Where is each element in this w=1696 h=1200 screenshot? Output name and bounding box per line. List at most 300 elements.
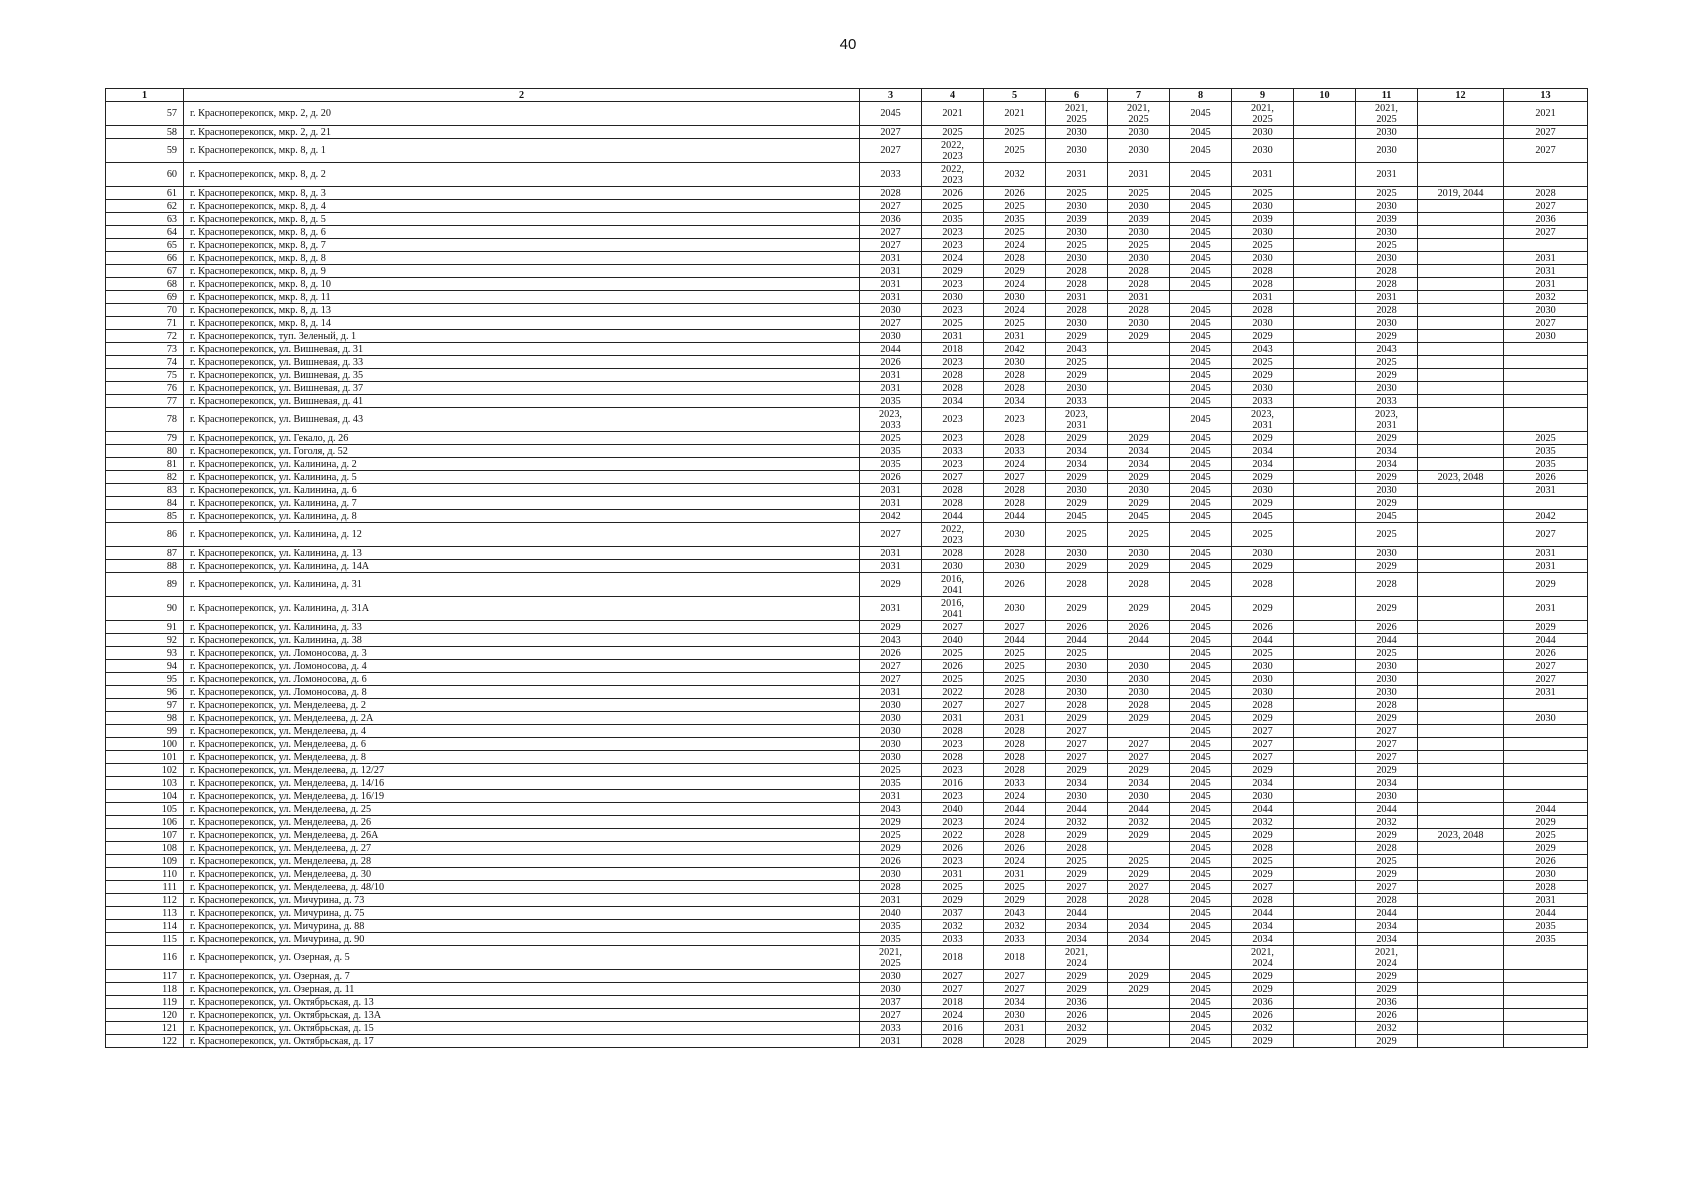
year-cell-col-8: 2045 [1170, 996, 1232, 1009]
year-cell-col-3: 2027 [860, 200, 922, 213]
year-cell-col-4: 2018 [922, 946, 984, 970]
table-row [106, 699, 1588, 712]
year-cell-col-11: 2025 [1356, 855, 1418, 868]
year-cell-col-9: 2030 [1232, 126, 1294, 139]
row-number-cell: 102 [106, 764, 184, 777]
year-cell-col-13: 2026 [1504, 855, 1588, 868]
address-cell: г. Красноперекопск, ул. Калинина, д. 7 [184, 497, 860, 510]
row-number-cell: 99 [106, 725, 184, 738]
year-cell-col-12 [1418, 445, 1504, 458]
year-cell-col-3: 2027 [860, 239, 922, 252]
year-cell-col-11: 2030 [1356, 226, 1418, 239]
year-cell-col-7: 2026 [1108, 621, 1170, 634]
year-cell-col-12 [1418, 523, 1504, 547]
row-number-cell: 111 [106, 881, 184, 894]
table-row [106, 304, 1588, 317]
document-sheet [105, 88, 1588, 1048]
year-cell-col-9: 2044 [1232, 634, 1294, 647]
year-cell-col-5: 2024 [984, 304, 1046, 317]
year-cell-col-9: 2023, 2031 [1232, 408, 1294, 432]
year-cell-col-5: 2033 [984, 933, 1046, 946]
year-cell-col-12 [1418, 777, 1504, 790]
year-cell-col-3: 2031 [860, 560, 922, 573]
year-cell-col-6: 2029 [1046, 330, 1108, 343]
year-cell-col-3: 2042 [860, 510, 922, 523]
year-cell-col-12 [1418, 304, 1504, 317]
year-cell-col-4: 2025 [922, 200, 984, 213]
year-cell-col-13: 2036 [1504, 213, 1588, 226]
year-cell-col-4: 2030 [922, 291, 984, 304]
year-cell-col-13 [1504, 382, 1588, 395]
year-cell-col-4: 2031 [922, 330, 984, 343]
year-cell-col-9: 2034 [1232, 920, 1294, 933]
year-cell-col-5: 2043 [984, 907, 1046, 920]
year-cell-col-12 [1418, 996, 1504, 1009]
year-cell-col-10 [1294, 983, 1356, 996]
year-cell-col-13: 2027 [1504, 673, 1588, 686]
year-cell-col-13: 2031 [1504, 597, 1588, 621]
address-cell: г. Красноперекопск, ул. Калинина, д. 38 [184, 634, 860, 647]
year-cell-col-4: 2022, 2023 [922, 139, 984, 163]
year-cell-col-4: 2034 [922, 395, 984, 408]
year-cell-col-10 [1294, 597, 1356, 621]
row-number-cell: 120 [106, 1009, 184, 1022]
year-cell-col-7 [1108, 1035, 1170, 1048]
year-cell-col-11: 2030 [1356, 686, 1418, 699]
table-row [106, 842, 1588, 855]
year-cell-col-3: 2035 [860, 458, 922, 471]
year-cell-col-9: 2030 [1232, 484, 1294, 497]
year-cell-col-4: 2027 [922, 970, 984, 983]
year-cell-col-9: 2032 [1232, 816, 1294, 829]
year-cell-col-12 [1418, 1009, 1504, 1022]
table-row [106, 126, 1588, 139]
year-cell-col-10 [1294, 738, 1356, 751]
column-header-9: 9 [1232, 89, 1294, 102]
year-cell-col-7: 2030 [1108, 547, 1170, 560]
year-cell-col-10 [1294, 382, 1356, 395]
year-cell-col-12: 2019, 2044 [1418, 187, 1504, 200]
year-cell-col-7 [1108, 408, 1170, 432]
row-number-cell: 74 [106, 356, 184, 369]
year-cell-col-4: 2023 [922, 278, 984, 291]
address-cell: г. Красноперекопск, мкр. 2, д. 20 [184, 102, 860, 126]
year-cell-col-6: 2025 [1046, 647, 1108, 660]
row-number-cell: 83 [106, 484, 184, 497]
year-cell-col-4: 2023 [922, 738, 984, 751]
year-cell-col-7 [1108, 946, 1170, 970]
address-cell: г. Красноперекопск, ул. Менделеева, д. 26 [184, 816, 860, 829]
address-cell: г. Красноперекопск, ул. Менделеева, д. 25 [184, 803, 860, 816]
year-cell-col-13: 2027 [1504, 317, 1588, 330]
year-cell-col-11: 2029 [1356, 497, 1418, 510]
row-number-cell: 65 [106, 239, 184, 252]
year-cell-col-8: 2045 [1170, 304, 1232, 317]
year-cell-col-4: 2022, 2023 [922, 523, 984, 547]
year-cell-col-5: 2024 [984, 278, 1046, 291]
year-cell-col-13 [1504, 790, 1588, 803]
year-cell-col-12 [1418, 686, 1504, 699]
table-row [106, 484, 1588, 497]
table-row [106, 946, 1588, 970]
year-cell-col-10 [1294, 621, 1356, 634]
year-cell-col-4: 2024 [922, 252, 984, 265]
year-cell-col-6: 2029 [1046, 712, 1108, 725]
year-cell-col-12 [1418, 369, 1504, 382]
table-row [106, 996, 1588, 1009]
year-cell-col-8: 2045 [1170, 547, 1232, 560]
year-cell-col-8: 2045 [1170, 445, 1232, 458]
year-cell-col-6: 2026 [1046, 1009, 1108, 1022]
year-cell-col-12 [1418, 432, 1504, 445]
year-cell-col-12: 2023, 2048 [1418, 829, 1504, 842]
year-cell-col-6: 2025 [1046, 239, 1108, 252]
address-cell: г. Красноперекопск, мкр. 8, д. 9 [184, 265, 860, 278]
year-cell-col-3: 2031 [860, 790, 922, 803]
year-cell-col-11: 2027 [1356, 751, 1418, 764]
year-cell-col-5: 2028 [984, 382, 1046, 395]
address-cell: г. Красноперекопск, мкр. 8, д. 2 [184, 163, 860, 187]
year-cell-col-5: 2028 [984, 1035, 1046, 1048]
year-cell-col-12 [1418, 163, 1504, 187]
year-cell-col-7 [1108, 647, 1170, 660]
year-cell-col-10 [1294, 408, 1356, 432]
year-cell-col-8: 2045 [1170, 102, 1232, 126]
year-cell-col-11: 2025 [1356, 239, 1418, 252]
year-cell-col-6: 2032 [1046, 816, 1108, 829]
table-row [106, 634, 1588, 647]
year-cell-col-4: 2025 [922, 881, 984, 894]
year-cell-col-12 [1418, 983, 1504, 996]
year-cell-col-7: 2030 [1108, 317, 1170, 330]
year-cell-col-7: 2030 [1108, 673, 1170, 686]
row-number-cell: 87 [106, 547, 184, 560]
year-cell-col-6: 2030 [1046, 673, 1108, 686]
table-row [106, 330, 1588, 343]
year-cell-col-7: 2034 [1108, 445, 1170, 458]
year-cell-col-13: 2025 [1504, 432, 1588, 445]
year-cell-col-10 [1294, 673, 1356, 686]
year-cell-col-10 [1294, 432, 1356, 445]
year-cell-col-11: 2025 [1356, 187, 1418, 200]
year-cell-col-11: 2044 [1356, 907, 1418, 920]
year-cell-col-9: 2034 [1232, 445, 1294, 458]
year-cell-col-12 [1418, 200, 1504, 213]
year-cell-col-10 [1294, 126, 1356, 139]
row-number-cell: 119 [106, 996, 184, 1009]
table-row [106, 395, 1588, 408]
year-cell-col-12 [1418, 497, 1504, 510]
year-cell-col-11: 2034 [1356, 933, 1418, 946]
year-cell-col-6: 2031 [1046, 163, 1108, 187]
year-cell-col-10 [1294, 1022, 1356, 1035]
year-cell-col-8: 2045 [1170, 213, 1232, 226]
year-cell-col-6: 2036 [1046, 996, 1108, 1009]
year-cell-col-11: 2027 [1356, 881, 1418, 894]
year-cell-col-12 [1418, 712, 1504, 725]
year-cell-col-10 [1294, 471, 1356, 484]
address-cell: г. Красноперекопск, мкр. 8, д. 13 [184, 304, 860, 317]
year-cell-col-6: 2028 [1046, 699, 1108, 712]
year-cell-col-7: 2025 [1108, 239, 1170, 252]
year-cell-col-10 [1294, 523, 1356, 547]
year-cell-col-3: 2031 [860, 291, 922, 304]
year-cell-col-6: 2029 [1046, 829, 1108, 842]
table-row [106, 382, 1588, 395]
year-cell-col-8: 2045 [1170, 712, 1232, 725]
year-cell-col-7 [1108, 382, 1170, 395]
year-cell-col-6: 2021, 2024 [1046, 946, 1108, 970]
year-cell-col-13: 2021 [1504, 102, 1588, 126]
table-row [106, 445, 1588, 458]
year-cell-col-13: 2028 [1504, 187, 1588, 200]
year-cell-col-12 [1418, 881, 1504, 894]
year-cell-col-11: 2029 [1356, 369, 1418, 382]
year-cell-col-12 [1418, 126, 1504, 139]
year-cell-col-8: 2045 [1170, 983, 1232, 996]
year-cell-col-7: 2030 [1108, 126, 1170, 139]
row-number-cell: 94 [106, 660, 184, 673]
year-cell-col-8: 2045 [1170, 484, 1232, 497]
year-cell-col-11: 2030 [1356, 200, 1418, 213]
column-header-5: 5 [984, 89, 1046, 102]
year-cell-col-3: 2030 [860, 699, 922, 712]
year-cell-col-8: 2045 [1170, 855, 1232, 868]
table-row [106, 894, 1588, 907]
year-cell-col-12 [1418, 458, 1504, 471]
year-cell-col-8: 2045 [1170, 317, 1232, 330]
year-cell-col-7 [1108, 369, 1170, 382]
year-cell-col-8: 2045 [1170, 1022, 1232, 1035]
year-cell-col-11: 2030 [1356, 790, 1418, 803]
year-cell-col-5: 2026 [984, 842, 1046, 855]
year-cell-col-9: 2029 [1232, 764, 1294, 777]
year-cell-col-4: 2031 [922, 868, 984, 881]
year-cell-col-7: 2039 [1108, 213, 1170, 226]
year-cell-col-12 [1418, 751, 1504, 764]
address-cell: г. Красноперекопск, мкр. 2, д. 21 [184, 126, 860, 139]
year-cell-col-3: 2028 [860, 881, 922, 894]
year-cell-col-7: 2030 [1108, 484, 1170, 497]
year-cell-col-12 [1418, 408, 1504, 432]
year-cell-col-5: 2028 [984, 252, 1046, 265]
year-cell-col-6: 2027 [1046, 881, 1108, 894]
year-cell-col-13: 2029 [1504, 621, 1588, 634]
year-cell-col-4: 2026 [922, 842, 984, 855]
year-cell-col-4: 2025 [922, 673, 984, 686]
address-cell: г. Красноперекопск, ул. Октябрьская, д. 17 [184, 1035, 860, 1048]
year-cell-col-12 [1418, 1022, 1504, 1035]
table-row [106, 187, 1588, 200]
year-cell-col-12 [1418, 102, 1504, 126]
year-cell-col-8: 2045 [1170, 560, 1232, 573]
year-cell-col-3: 2030 [860, 304, 922, 317]
year-cell-col-10 [1294, 291, 1356, 304]
year-cell-col-10 [1294, 907, 1356, 920]
year-cell-col-4: 2016 [922, 1022, 984, 1035]
address-cell: г. Красноперекопск, ул. Калинина, д. 31А [184, 597, 860, 621]
year-cell-col-4: 2025 [922, 647, 984, 660]
row-number-cell: 107 [106, 829, 184, 842]
year-cell-col-3: 2027 [860, 317, 922, 330]
year-cell-col-11: 2028 [1356, 842, 1418, 855]
year-cell-col-10 [1294, 842, 1356, 855]
year-cell-col-8: 2045 [1170, 395, 1232, 408]
year-cell-col-6: 2030 [1046, 200, 1108, 213]
year-cell-col-7: 2044 [1108, 634, 1170, 647]
year-cell-col-9: 2028 [1232, 894, 1294, 907]
row-number-cell: 84 [106, 497, 184, 510]
row-number-cell: 60 [106, 163, 184, 187]
year-cell-col-5: 2026 [984, 187, 1046, 200]
year-cell-col-9: 2028 [1232, 573, 1294, 597]
year-cell-col-9: 2029 [1232, 597, 1294, 621]
table-row [106, 278, 1588, 291]
year-cell-col-11: 2025 [1356, 523, 1418, 547]
row-number-cell: 93 [106, 647, 184, 660]
table-row [106, 816, 1588, 829]
year-cell-col-9: 2025 [1232, 647, 1294, 660]
row-number-cell: 121 [106, 1022, 184, 1035]
year-cell-col-10 [1294, 458, 1356, 471]
year-cell-col-6: 2030 [1046, 126, 1108, 139]
year-cell-col-8: 2045 [1170, 621, 1232, 634]
row-number-cell: 61 [106, 187, 184, 200]
year-cell-col-6: 2025 [1046, 356, 1108, 369]
year-cell-col-4: 2033 [922, 445, 984, 458]
year-cell-col-11: 2028 [1356, 573, 1418, 597]
year-cell-col-3: 2021, 2025 [860, 946, 922, 970]
table-row [106, 471, 1588, 484]
row-number-cell: 85 [106, 510, 184, 523]
year-cell-col-5: 2028 [984, 738, 1046, 751]
year-cell-col-9: 2029 [1232, 970, 1294, 983]
year-cell-col-9: 2030 [1232, 382, 1294, 395]
year-cell-col-6: 2030 [1046, 382, 1108, 395]
address-cell: г. Красноперекопск, ул. Менделеева, д. 12/27 [184, 764, 860, 777]
year-cell-col-8: 2045 [1170, 894, 1232, 907]
year-cell-col-4: 2023 [922, 764, 984, 777]
year-cell-col-5: 2018 [984, 946, 1046, 970]
year-cell-col-3: 2026 [860, 356, 922, 369]
year-cell-col-5: 2025 [984, 881, 1046, 894]
table-row [106, 252, 1588, 265]
year-cell-col-12 [1418, 946, 1504, 970]
year-cell-col-13 [1504, 395, 1588, 408]
year-cell-col-3: 2025 [860, 764, 922, 777]
year-cell-col-10 [1294, 699, 1356, 712]
table-row [106, 881, 1588, 894]
address-cell: г. Красноперекопск, ул. Вишневая, д. 33 [184, 356, 860, 369]
year-cell-col-9: 2036 [1232, 996, 1294, 1009]
year-cell-col-3: 2030 [860, 751, 922, 764]
year-cell-col-4: 2029 [922, 894, 984, 907]
year-cell-col-10 [1294, 660, 1356, 673]
year-cell-col-13 [1504, 983, 1588, 996]
row-number-cell: 115 [106, 933, 184, 946]
year-cell-col-4: 2016 [922, 777, 984, 790]
year-cell-col-11: 2032 [1356, 816, 1418, 829]
year-cell-col-7: 2030 [1108, 139, 1170, 163]
row-number-cell: 77 [106, 395, 184, 408]
year-cell-col-6: 2045 [1046, 510, 1108, 523]
year-cell-col-8: 2045 [1170, 252, 1232, 265]
year-cell-col-7 [1108, 725, 1170, 738]
year-cell-col-12 [1418, 252, 1504, 265]
row-number-cell: 80 [106, 445, 184, 458]
row-number-cell: 109 [106, 855, 184, 868]
year-cell-col-4: 2022, 2023 [922, 163, 984, 187]
table-row [106, 356, 1588, 369]
year-cell-col-9: 2025 [1232, 356, 1294, 369]
year-cell-col-4: 2028 [922, 547, 984, 560]
year-cell-col-4: 2033 [922, 933, 984, 946]
year-cell-col-9: 2029 [1232, 471, 1294, 484]
year-cell-col-6: 2028 [1046, 278, 1108, 291]
year-cell-col-12 [1418, 970, 1504, 983]
year-cell-col-5: 2031 [984, 1022, 1046, 1035]
table-row [106, 291, 1588, 304]
year-cell-col-13: 2035 [1504, 933, 1588, 946]
year-cell-col-6: 2034 [1046, 777, 1108, 790]
year-cell-col-8: 2045 [1170, 200, 1232, 213]
year-cell-col-4: 2027 [922, 621, 984, 634]
year-cell-col-8: 2045 [1170, 686, 1232, 699]
year-cell-col-5: 2024 [984, 855, 1046, 868]
year-cell-col-11: 2034 [1356, 445, 1418, 458]
address-cell: г. Красноперекопск, мкр. 8, д. 6 [184, 226, 860, 239]
year-cell-col-9: 2030 [1232, 317, 1294, 330]
year-cell-col-11: 2027 [1356, 725, 1418, 738]
year-cell-col-5: 2025 [984, 317, 1046, 330]
year-cell-col-6: 2029 [1046, 497, 1108, 510]
year-cell-col-8: 2045 [1170, 933, 1232, 946]
year-cell-col-11: 2026 [1356, 621, 1418, 634]
year-cell-col-6: 2028 [1046, 894, 1108, 907]
year-cell-col-3: 2031 [860, 265, 922, 278]
year-cell-col-13 [1504, 408, 1588, 432]
table-row [106, 647, 1588, 660]
year-cell-col-6: 2028 [1046, 304, 1108, 317]
year-cell-col-3: 2031 [860, 382, 922, 395]
table-row [106, 777, 1588, 790]
row-number-cell: 88 [106, 560, 184, 573]
year-cell-col-11: 2029 [1356, 764, 1418, 777]
year-cell-col-8: 2045 [1170, 699, 1232, 712]
year-cell-col-12 [1418, 278, 1504, 291]
row-number-cell: 76 [106, 382, 184, 395]
year-cell-col-7: 2045 [1108, 510, 1170, 523]
year-cell-col-3: 2030 [860, 868, 922, 881]
address-cell: г. Красноперекопск, мкр. 8, д. 4 [184, 200, 860, 213]
year-cell-col-5: 2025 [984, 647, 1046, 660]
year-cell-col-9: 2027 [1232, 725, 1294, 738]
year-cell-col-11: 2029 [1356, 432, 1418, 445]
address-cell: г. Красноперекопск, ул. Ломоносова, д. 3 [184, 647, 860, 660]
year-cell-col-7: 2034 [1108, 777, 1170, 790]
year-cell-col-3: 2040 [860, 907, 922, 920]
year-cell-col-11: 2030 [1356, 547, 1418, 560]
table-row [106, 907, 1588, 920]
year-cell-col-4: 2023 [922, 239, 984, 252]
year-cell-col-10 [1294, 829, 1356, 842]
year-cell-col-11: 2031 [1356, 163, 1418, 187]
year-cell-col-10 [1294, 920, 1356, 933]
year-cell-col-8: 2045 [1170, 597, 1232, 621]
year-cell-col-8: 2045 [1170, 330, 1232, 343]
year-cell-col-11: 2031 [1356, 291, 1418, 304]
year-cell-col-9: 2025 [1232, 187, 1294, 200]
